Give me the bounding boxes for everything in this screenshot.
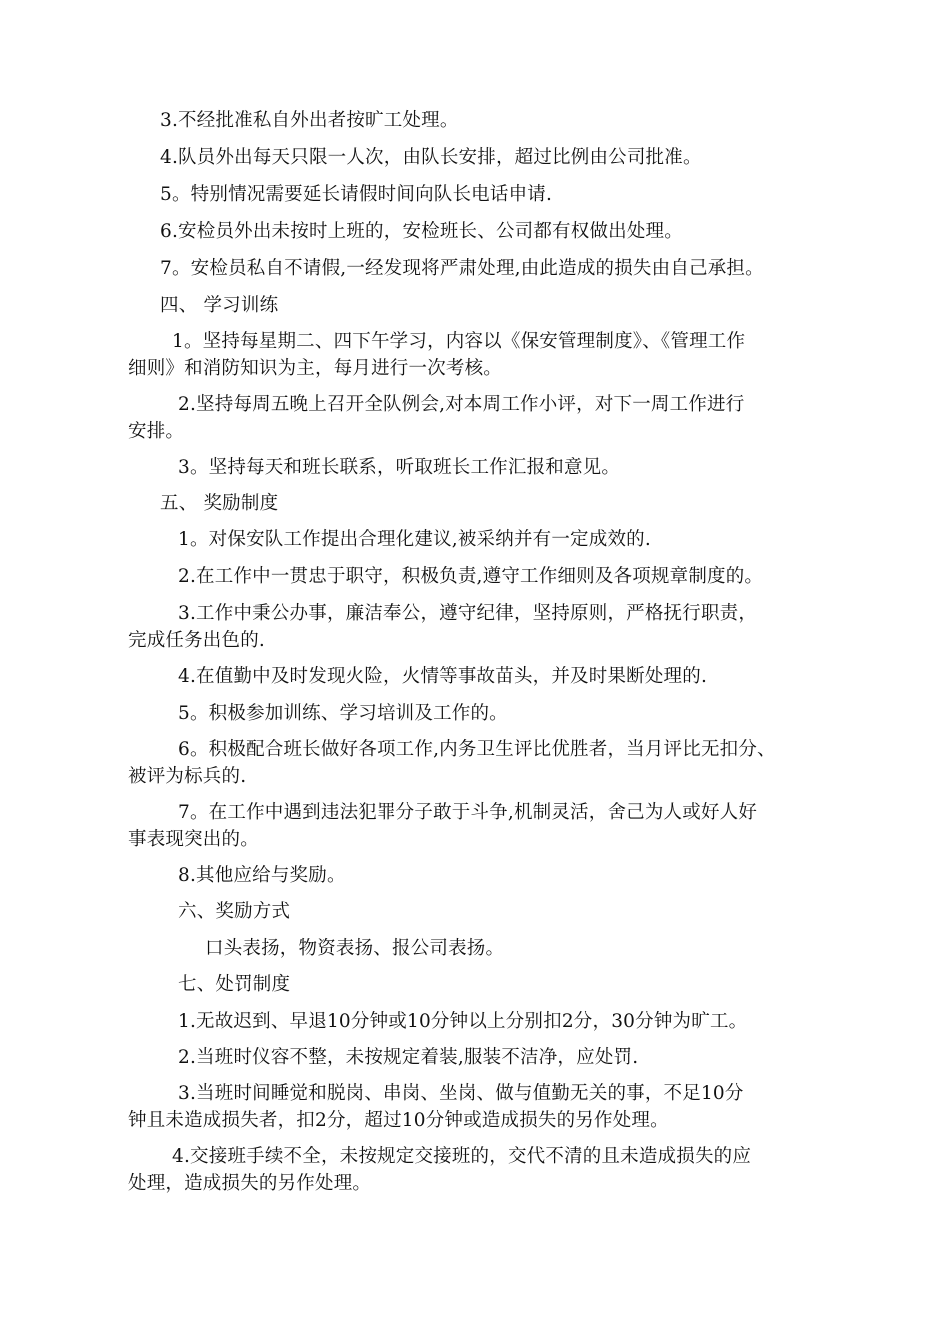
text-line: 6.安检员外出未按时上班的，安检班长、公司都有权做出处理。 [160,221,683,242]
text-line: 4.在值勤中及时发现火险，火情等事故苗头，并及时果断处理的. [178,666,708,687]
text-line: 处理，造成损失的另作处理。 [128,1173,372,1194]
text-line: 口头表扬，物资表扬、报公司表扬。 [205,938,505,959]
text-line: 2.坚持每周五晚上召开全队例会,对本周工作小评，对下一周工作进行 [178,394,745,415]
text-line: 完成任务出色的. [128,630,265,651]
text-line: 2.当班时仪容不整，未按规定着装,服装不洁净，应处罚. [178,1047,639,1068]
text-line: 4.交接班手续不全，未按规定交接班的，交代不清的且未造成损失的应 [172,1146,752,1167]
text-line: 安排。 [128,421,185,442]
text-line: 7。安检员私自不请假,一经发现将严肃处理,由此造成的损失由自己承担。 [160,258,764,279]
text-line: 8.其他应给与奖励。 [178,865,346,886]
text-line: 1。坚持每星期二、四下午学习，内容以《保安管理制度》、《管理工作 [172,331,746,352]
text-line: 1。对保安队工作提出合理化建议,被采纳并有一定成效的. [178,529,651,550]
text-line: 3.当班时间睡觉和脱岗、串岗、坐岗、做与值勤无关的事，不足10分 [178,1083,744,1104]
text-line: 事表现突出的。 [128,829,259,850]
section-heading: 四、 学习训练 [160,295,279,316]
text-line: 5。积极参加训练、学习培训及工作的。 [178,703,508,724]
text-line: 4.队员外出每天只限一人次，由队长安排，超过比例由公司批准。 [160,147,702,168]
text-line: 钟且未造成损失者，扣2分，超过10分钟或造成损失的另作处理。 [128,1110,669,1131]
text-line: 细则》和消防知识为主，每月进行一次考核。 [128,358,503,379]
section-heading: 五、 奖励制度 [160,493,279,514]
text-line: 6。积极配合班长做好各项工作,内务卫生评比优胜者，当月评比无扣分、 [178,739,776,760]
text-line: 3.不经批准私自外出者按旷工处理。 [160,110,459,131]
text-line: 3。坚持每天和班长联系，听取班长工作汇报和意见。 [178,457,621,478]
text-line: 7。在工作中遇到违法犯罪分子敢于斗争,机制灵活，舍己为人或好人好 [178,802,758,823]
text-line: 1.无故迟到、早退10分钟或10分钟以上分别扣2分，30分钟为旷工。 [178,1011,748,1032]
text-line: 3.工作中秉公办事，廉洁奉公，遵守纪律，坚持原则，严格抚行职责， [178,603,758,624]
section-heading: 七、处罚制度 [178,974,291,995]
text-line: 5。特别情况需要延长请假时间向队长电话申请. [160,184,553,205]
text-line: 2.在工作中一贯忠于职守，积极负责,遵守工作细则及各项规章制度的。 [178,566,764,587]
text-line: 被评为标兵的. [128,766,247,787]
section-heading: 六、奖励方式 [178,901,291,922]
